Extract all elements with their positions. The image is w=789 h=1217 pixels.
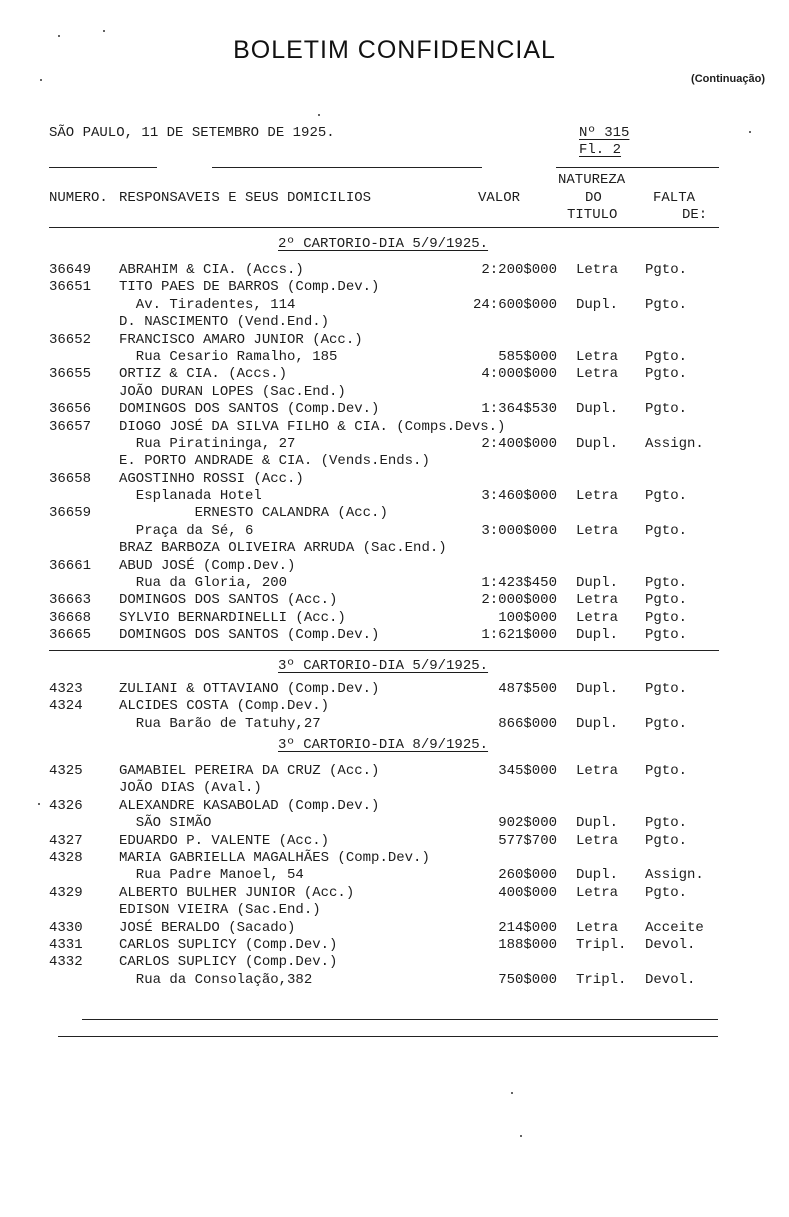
entry-value: 24:600$000 (472, 296, 557, 313)
entry-nature: Dupl. (576, 715, 619, 732)
entry-responsible: EDISON VIEIRA (Sac.End.) (119, 902, 321, 919)
entry-nature: Dupl. (576, 627, 619, 644)
footer-rule-1 (82, 1019, 718, 1020)
header-rule-right (556, 167, 719, 168)
entry-value: 2:400$000 (481, 435, 557, 452)
entry-responsible: Rua Padre Manoel, 54 (119, 867, 304, 884)
table-row (0, 401, 789, 418)
entry-fault: Devol. (645, 971, 696, 988)
entry-responsible: JOSÉ BERALDO (Sacado) (119, 919, 296, 936)
entry-responsible: BRAZ BARBOZA OLIVEIRA ARRUDA (Sac.End.) (119, 540, 447, 557)
entry-number: 4329 (49, 884, 83, 901)
entry-number: 36665 (49, 627, 92, 644)
entry-fault: Assign. (645, 867, 704, 884)
entry-nature: Letra (576, 884, 619, 901)
section-rows (0, 763, 789, 989)
entry-fault: Pgto. (645, 296, 688, 313)
table-row (0, 262, 789, 279)
entry-responsible: Rua Barão de Tatuhy,27 (119, 715, 321, 732)
entry-fault: Pgto. (645, 832, 688, 849)
section-heading: 3º CARTORIO-DIA 5/9/1925. (278, 658, 489, 674)
table-row (0, 505, 789, 522)
entry-nature: Letra (576, 592, 619, 609)
entry-responsible: ABRAHIM & CIA. (Accs.) (119, 262, 304, 278)
entry-value: 750$000 (498, 971, 557, 988)
print-speck (520, 1135, 522, 1137)
entry-nature: Dupl. (576, 575, 619, 592)
entry-nature: Letra (576, 366, 619, 383)
col-natureza-line2: DO (585, 190, 602, 206)
entry-number: 4324 (49, 698, 83, 715)
table-row (0, 833, 789, 850)
table-row (0, 592, 789, 609)
entry-responsible: GAMABIEL PEREIRA DA CRUZ (Acc.) (119, 763, 380, 779)
table-row (0, 453, 789, 470)
entry-nature: Tripl. (576, 936, 627, 953)
entry-number: 36657 (49, 418, 92, 435)
entry-responsible: E. PORTO ANDRADE & CIA. (Vends.Ends.) (119, 453, 430, 470)
col-falta-line2: DE: (682, 207, 708, 223)
table-row (0, 798, 789, 815)
table-row (0, 332, 789, 349)
sheet-number: Fl. 2 (579, 142, 622, 158)
table-row (0, 297, 789, 314)
entry-fault: Pgto. (645, 366, 688, 383)
entry-nature: Letra (576, 832, 619, 849)
table-row (0, 366, 789, 383)
entry-fault: Pgto. (645, 815, 688, 832)
entry-value: 260$000 (498, 867, 557, 884)
table-row (0, 471, 789, 488)
entry-number: 36659 (49, 505, 92, 522)
entry-responsible: Av. Tiradentes, 114 (119, 296, 296, 313)
entry-nature: Dupl. (576, 401, 619, 418)
entry-responsible: DOMINGOS DOS SANTOS (Comp.Dev.) (119, 627, 380, 644)
entry-number: 36668 (49, 609, 92, 626)
table-row (0, 575, 789, 592)
table-row (0, 436, 789, 453)
entry-responsible: ALEXANDRE KASABOLAD (Comp.Dev.) (119, 797, 380, 814)
entry-number: 4328 (49, 849, 83, 866)
entry-number: 4325 (49, 763, 83, 779)
entry-value: 400$000 (498, 884, 557, 901)
print-speck (318, 114, 320, 116)
entry-fault: Pgto. (645, 575, 688, 592)
columns-rule (49, 227, 719, 228)
table-row (0, 763, 789, 780)
entry-number: 4323 (49, 681, 83, 697)
entry-responsible: ERNESTO CALANDRA (Acc.) (119, 505, 388, 522)
entry-number: 4326 (49, 797, 83, 814)
table-row (0, 314, 789, 331)
entry-value: 2:200$000 (481, 262, 557, 278)
entry-responsible: Rua da Consolação,382 (119, 971, 313, 988)
entry-responsible: SÃO SIMÃO (119, 815, 212, 832)
entry-nature: Letra (576, 919, 619, 936)
entry-value: 4:000$000 (481, 366, 557, 383)
entry-number: 36661 (49, 557, 92, 574)
entry-value: 902$000 (498, 815, 557, 832)
entry-nature: Letra (576, 763, 619, 779)
entry-fault: Pgto. (645, 884, 688, 901)
col-numero: NUMERO. (49, 190, 108, 206)
continuation-label: (Continuação) (691, 73, 765, 85)
entry-value: 345$000 (498, 763, 557, 779)
entry-responsible: MARIA GABRIELLA MAGALHÃES (Comp.Dev.) (119, 849, 430, 866)
entry-fault: Pgto. (645, 627, 688, 644)
print-speck (511, 1092, 513, 1094)
entry-fault: Pgto. (645, 401, 688, 418)
bulletin-number: Nº 315 (579, 125, 630, 141)
print-speck (58, 35, 60, 37)
print-speck (749, 131, 751, 133)
entry-value: 100$000 (498, 609, 557, 626)
entry-responsible: JOÃO DURAN LOPES (Sac.End.) (119, 383, 346, 400)
table-row (0, 850, 789, 867)
col-falta-line1: FALTA (653, 190, 696, 206)
col-responsaveis: RESPONSAVEIS E SEUS DOMICILIOS (119, 190, 372, 206)
entry-fault: Pgto. (645, 488, 688, 505)
table-row (0, 279, 789, 296)
entry-responsible: ABUD JOSÉ (Comp.Dev.) (119, 557, 296, 574)
entry-fault: Pgto. (645, 592, 688, 609)
table-row (0, 540, 789, 557)
entry-fault: Pgto. (645, 715, 688, 732)
print-speck (103, 30, 105, 32)
entry-responsible: Rua Piratininga, 27 (119, 435, 296, 452)
entry-fault: Pgto. (645, 609, 688, 626)
entry-responsible: DOMINGOS DOS SANTOS (Acc.) (119, 592, 338, 609)
entry-value: 214$000 (498, 919, 557, 936)
table-row (0, 920, 789, 937)
table-row (0, 937, 789, 954)
entry-fault: Pgto. (645, 763, 688, 779)
entry-number: 36655 (49, 366, 92, 383)
header-rule-mid (212, 167, 482, 168)
entry-responsible: AGOSTINHO ROSSI (Acc.) (119, 470, 304, 487)
entry-nature: Letra (576, 609, 619, 626)
col-valor: VALOR (478, 190, 521, 206)
entry-responsible: FRANCISCO AMARO JUNIOR (Acc.) (119, 331, 363, 348)
entry-responsible: ALCIDES COSTA (Comp.Dev.) (119, 698, 330, 715)
table-row (0, 610, 789, 627)
table-row (0, 349, 789, 366)
table-row (0, 954, 789, 971)
print-speck (40, 79, 42, 81)
table-row (0, 488, 789, 505)
table-row (0, 698, 789, 715)
entry-fault: Pgto. (645, 681, 688, 697)
entry-responsible: Rua Cesario Ramalho, 185 (119, 348, 338, 365)
table-row (0, 815, 789, 832)
entry-value: 1:621$000 (481, 627, 557, 644)
col-natureza-line3: TITULO (567, 207, 618, 223)
entry-nature: Dupl. (576, 296, 619, 313)
entry-nature: Letra (576, 348, 619, 365)
section-heading: 2º CARTORIO-DIA 5/9/1925. (278, 236, 489, 252)
entry-number: 36652 (49, 331, 92, 348)
entry-number: 36663 (49, 592, 92, 609)
section-heading: 3º CARTORIO-DIA 8/9/1925. (278, 737, 489, 753)
entry-responsible: DIOGO JOSÉ DA SILVA FILHO & CIA. (Comps.Devs.) (119, 418, 506, 435)
table-row (0, 716, 789, 733)
entry-responsible: D. NASCIMENTO (Vend.End.) (119, 314, 330, 331)
entry-responsible: SYLVIO BERNARDINELLI (Acc.) (119, 609, 346, 626)
table-row (0, 419, 789, 436)
entry-responsible: JOÃO DIAS (Aval.) (119, 780, 262, 797)
entry-responsible: ALBERTO BULHER JUNIOR (Acc.) (119, 884, 355, 901)
entry-nature: Dupl. (576, 867, 619, 884)
table-row (0, 558, 789, 575)
entry-value: 866$000 (498, 715, 557, 732)
entry-value: 3:460$000 (481, 488, 557, 505)
table-row (0, 972, 789, 989)
entry-responsible: Esplanada Hotel (119, 488, 262, 505)
entry-responsible: CARLOS SUPLICY (Comp.Dev.) (119, 954, 338, 971)
entry-value: 585$000 (498, 348, 557, 365)
document-title: BOLETIM CONFIDENCIAL (233, 36, 556, 64)
table-row (0, 867, 789, 884)
table-row (0, 885, 789, 902)
entry-nature: Letra (576, 488, 619, 505)
section-rows (0, 681, 789, 733)
entry-value: 3:000$000 (481, 522, 557, 539)
print-speck (38, 803, 40, 805)
entry-nature: Letra (576, 262, 619, 278)
entry-number: 36649 (49, 262, 92, 278)
entry-fault: Pgto. (645, 348, 688, 365)
table-row (0, 780, 789, 797)
section-rule (49, 650, 719, 651)
entry-value: 487$500 (498, 681, 557, 697)
entry-responsible: CARLOS SUPLICY (Comp.Dev.) (119, 936, 338, 953)
entry-value: 577$700 (498, 832, 557, 849)
entry-responsible: ORTIZ & CIA. (Accs.) (119, 366, 288, 383)
entry-responsible: TITO PAES DE BARROS (Comp.Dev.) (119, 279, 380, 296)
table-row (0, 681, 789, 698)
location-date: SÃO PAULO, 11 DE SETEMBRO DE 1925. (49, 125, 335, 141)
entry-number: 4330 (49, 919, 83, 936)
header-rule-left (49, 167, 157, 168)
entry-nature: Dupl. (576, 815, 619, 832)
entry-number: 36658 (49, 470, 92, 487)
entry-number: 4327 (49, 832, 83, 849)
footer-rule-2 (58, 1036, 718, 1037)
entry-value: 1:364$530 (481, 401, 557, 418)
table-row (0, 384, 789, 401)
col-natureza-line1: NATUREZA (558, 172, 626, 188)
entry-fault: Pgto. (645, 522, 688, 539)
entry-number: 4331 (49, 936, 83, 953)
table-row (0, 902, 789, 919)
entry-responsible: DOMINGOS DOS SANTOS (Comp.Dev.) (119, 401, 380, 418)
entry-responsible: ZULIANI & OTTAVIANO (Comp.Dev.) (119, 681, 380, 697)
entry-responsible: Praça da Sé, 6 (119, 522, 254, 539)
entry-value: 1:423$450 (481, 575, 557, 592)
entry-number: 36656 (49, 401, 92, 418)
section-rows (0, 262, 789, 645)
entry-fault: Assign. (645, 435, 704, 452)
entry-value: 188$000 (498, 936, 557, 953)
entry-value: 2:000$000 (481, 592, 557, 609)
entry-number: 36651 (49, 279, 92, 296)
entry-nature: Dupl. (576, 681, 619, 697)
table-row (0, 627, 789, 644)
entry-nature: Tripl. (576, 971, 627, 988)
entry-responsible: Rua da Gloria, 200 (119, 575, 288, 592)
entry-nature: Dupl. (576, 435, 619, 452)
entry-fault: Pgto. (645, 262, 688, 278)
entry-responsible: EDUARDO P. VALENTE (Acc.) (119, 832, 330, 849)
entry-fault: Devol. (645, 936, 696, 953)
entry-number: 4332 (49, 954, 83, 971)
table-row (0, 523, 789, 540)
entry-nature: Letra (576, 522, 619, 539)
entry-fault: Acceite (645, 919, 704, 936)
